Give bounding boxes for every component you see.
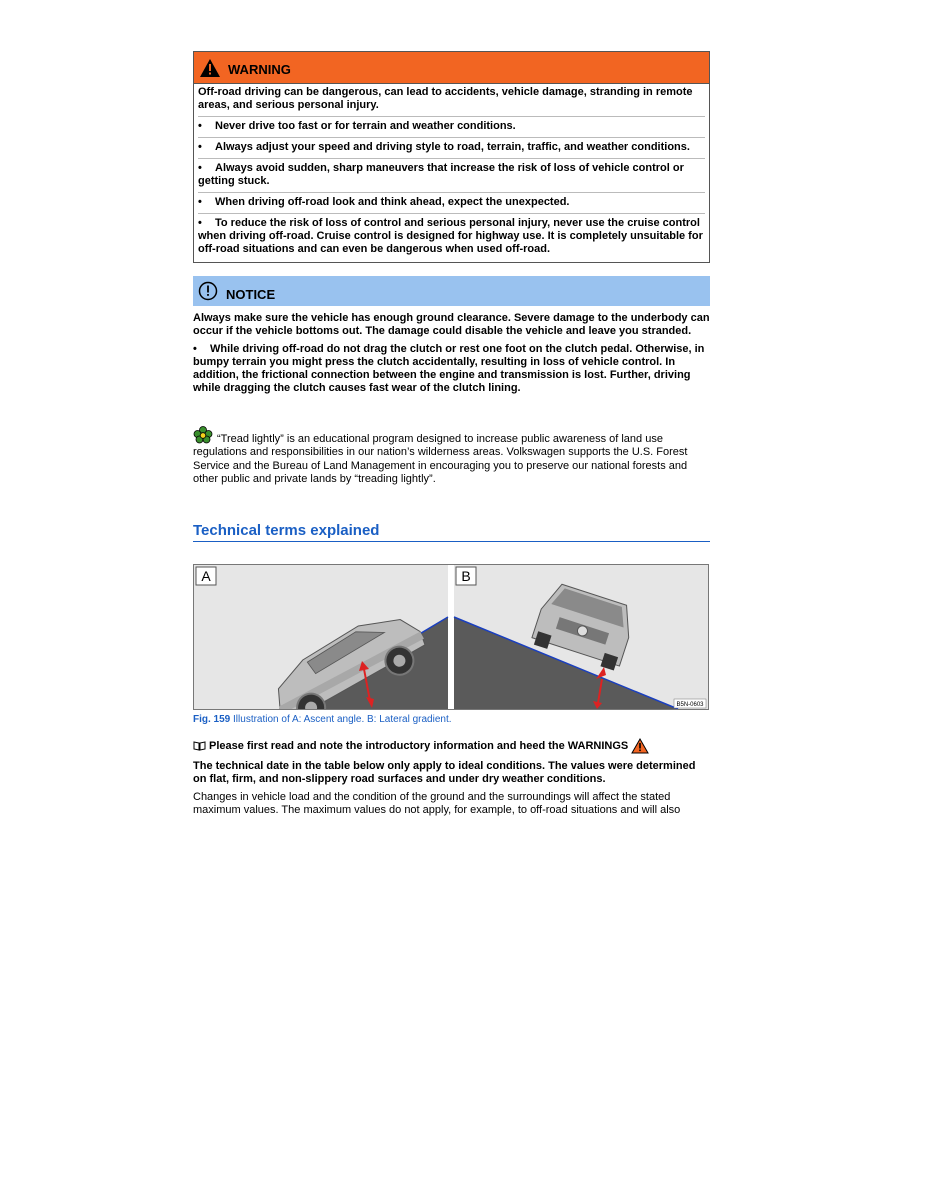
warning-header: [194, 52, 709, 84]
notice-header: [193, 276, 710, 306]
figure-illustration: [193, 564, 709, 710]
notice-item: • While driving off-road do not drag the clutch or rest one foot on the clutch pedal. Otherwise, in bumpy terrain you might press the clutch accidentally, resulting in loss of vehicle control. In addition, the frictional connection between the engine and transmission is lost. Further, driving while dragging the clutch causes fast wear of the clutch lining.: [193, 343, 705, 394]
warning-intro: Off-road driving can be dangerous, can lead to accidents, vehicle damage, stranding in remote areas, and serious personal injury.: [198, 86, 693, 111]
panel-label-b: B: [461, 568, 471, 584]
tread-lightly-text: “Tread lightly” is an educational program designed to increase public awareness of land use regulations and responsibilities in our nation’s wilderness areas. Volkswagen supports the U.S. Forest Service and the Bureau of Land Management in encouraging you to preserve our national forests and other public and private lands by “treading lightly”.: [193, 433, 688, 485]
warning-item: • To reduce the risk of loss of control and serious personal injury, never use the cruise control when driving off-road. Cruise control is designed for highway use. It is completely unsuitable for off-road situations and can even be dangerous when used off-road.: [198, 213, 705, 256]
warning-triangle-icon: [631, 738, 649, 754]
figure-caption: [193, 714, 710, 725]
caption-label: Fig. 159: [193, 714, 231, 725]
warning-item: • Always avoid sudden, sharp maneuvers that increase the risk of loss of vehicle control or getting stuck.: [198, 158, 705, 188]
warning-title: WARNING: [228, 62, 291, 77]
warning-item: • Never drive too fast or for terrain and weather conditions.: [198, 116, 705, 133]
warning-body: [194, 84, 709, 262]
warning-box: [193, 51, 710, 263]
flower-icon: [193, 426, 213, 444]
notice-title: NOTICE: [226, 286, 276, 302]
tread-lightly-note: [193, 426, 710, 486]
exclamation-circle-icon: [198, 281, 218, 301]
notice-intro: Always make sure the vehicle has enough ground clearance. Severe damage to the underbody can occur if the vehicle bottoms out. The damage could disable the vehicle and leave you stranded.: [193, 312, 710, 337]
figure-code: B5N-0603: [676, 702, 704, 708]
panel-label-a: A: [201, 568, 211, 584]
warning-item: • When driving off-road look and think ahead, expect the unexpected.: [198, 192, 705, 209]
read-first-line[interactable]: [193, 738, 710, 754]
warning-triangle-icon: [199, 58, 221, 78]
caption-text: Illustration of A: Ascent angle. B: Lateral gradient.: [233, 714, 452, 725]
warning-item: • Always adjust your speed and driving style to road, terrain, traffic, and weather conditions.: [198, 137, 705, 154]
technical-note-bold: The technical date in the table below only apply to ideal conditions. The values were determined on flat, firm, and non-slippery road surfaces and under dry weather conditions.: [193, 760, 696, 785]
figure-graphic: [194, 565, 708, 709]
panel-divider: [448, 565, 454, 709]
technical-note: Changes in vehicle load and the condition of the ground and the surroundings will affect the stated maximum values. The maximum values do not apply, for example, to off-road situations and will also: [193, 791, 681, 816]
read-first-text: Please first read and note the introductory information and heed the WARNINGS: [209, 740, 629, 752]
section-heading: Technical terms explained: [193, 522, 710, 542]
book-icon: [193, 741, 206, 751]
notice-body: [193, 312, 710, 400]
